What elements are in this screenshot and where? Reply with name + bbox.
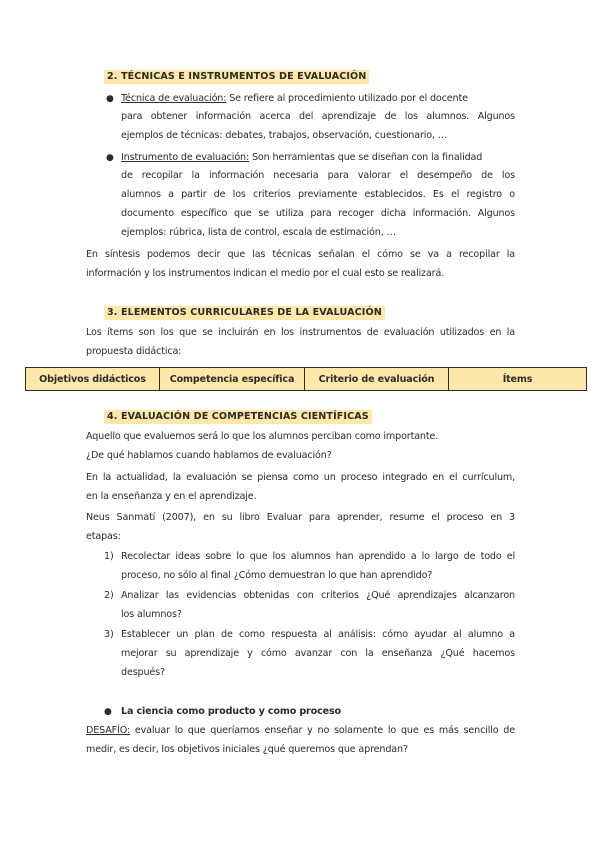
bullet-2-line-5: ejemplos: rúbrica, lista de control, escala de estimación, … <box>121 227 396 238</box>
summary-line-1: En síntesis podemos decir que las técnicas señalan el cómo se va a recopilar la <box>86 249 515 260</box>
summary-line-2: información y los instrumentos indican el medio por el cual esto se realizará. <box>86 268 445 279</box>
section-4-paragraph: Neus Sanmatí (2007), en su libro Evaluar para aprender, resume el proceso en 3 <box>86 512 515 523</box>
challenge-line-1 <box>86 724 515 738</box>
bullet-2-line-2: de recopilar la información necesaria para valorar el desempeño de los <box>121 170 515 181</box>
step-1-line-2: proceso, no sólo al final ¿Cómo demuestran lo que han aprendido? <box>121 570 433 581</box>
bullet-icon: ● <box>106 94 114 104</box>
step-3-line-3: después? <box>121 667 165 678</box>
bullet-1-line-2: para obtener información acerca del aprendizaje de los alumnos. Algunos <box>121 111 515 122</box>
step-3-line-2: mejorar su aprendizaje y cómo avanzar con la enseñanza ¿Qué hacemos <box>121 648 515 659</box>
step-number: 2) <box>104 590 114 601</box>
challenge-term: DESAFÍO: <box>86 725 131 736</box>
curricular-elements-table <box>25 367 587 391</box>
bullet-icon: ● <box>104 707 112 717</box>
challenge-text: evaluar lo que queríamos enseñar y no solamente lo que es más sencillo de <box>130 725 515 736</box>
table-header-cell: Criterio de evaluación <box>305 368 449 391</box>
step-2-line-2: los alumnos? <box>121 609 182 620</box>
bullet-1-line-1 <box>121 92 515 106</box>
table-header-cell: Competencia específica <box>160 368 305 391</box>
table-header-row <box>26 368 587 391</box>
subheading-science-product-process: La ciencia como producto y como proceso <box>121 706 341 717</box>
bullet-1-text: Se refiere al procedimiento utilizado por el docente <box>226 93 468 104</box>
bullet-1-term: Técnica de evaluación: <box>121 93 227 104</box>
section-4-heading: 4. EVALUACIÓN DE COMPETENCIAS CIENTÍFICAS <box>104 410 372 424</box>
section-4-paragraph: etapas: <box>86 531 121 542</box>
section-3-heading: 3. ELEMENTOS CURRICULARES DE LA EVALUACIÓN <box>104 306 385 320</box>
bullet-2-line-4: documento específico que se utiliza para recoger dicha información. Algunos <box>121 208 515 219</box>
section-4-paragraph: ¿De qué hablamos cuando hablamos de evaluación? <box>86 450 332 461</box>
section-4-paragraph: En la actualidad, la evaluación se piensa como un proceso integrado en el currículum, <box>86 472 515 483</box>
section-2-heading: 2. TÉCNICAS E INSTRUMENTOS DE EVALUACIÓN <box>104 70 369 84</box>
bullet-2-line-1 <box>121 151 515 165</box>
step-number: 1) <box>104 551 114 562</box>
bullet-2-line-3: alumnos a partir de los criterios previamente establecidos. Es el registro o <box>121 189 515 200</box>
section-3-intro-line-2: propuesta didáctica: <box>86 346 182 357</box>
bullet-2-text: Son herramientas que se diseñan con la finalidad <box>249 152 483 163</box>
step-3-line-1: Establecer un plan de como respuesta al análisis: cómo ayudar al alumno a <box>121 629 515 640</box>
bullet-icon: ● <box>106 153 114 163</box>
bullet-2-term: Instrumento de evaluación: <box>121 152 250 163</box>
step-number: 3) <box>104 629 114 640</box>
bullet-1-line-3: ejemplos de técnicas: debates, trabajos, observación, cuestionario, … <box>121 130 448 141</box>
section-4-paragraph: Aquello que evaluemos será lo que los alumnos perciban como importante. <box>86 431 439 442</box>
challenge-line-2: medir, es decir, los objetivos iniciales ¿qué queremos que aprendan? <box>86 744 408 755</box>
step-1-line-1: Recolectar ideas sobre lo que los alumnos han aprendido a lo largo de todo el <box>121 551 515 562</box>
section-3-intro-line-1: Los ítems son los que se incluirán en los instrumentos de evaluación utilizados en la <box>86 327 515 338</box>
section-4-paragraph: en la enseñanza y en el aprendizaje. <box>86 491 257 502</box>
step-2-line-1: Analizar las evidencias obtenidas con criterios ¿Qué aprendizajes alcanzaron <box>121 590 515 601</box>
table-header-cell: Objetivos didácticos <box>26 368 160 391</box>
table-header-cell: Ítems <box>449 368 587 391</box>
